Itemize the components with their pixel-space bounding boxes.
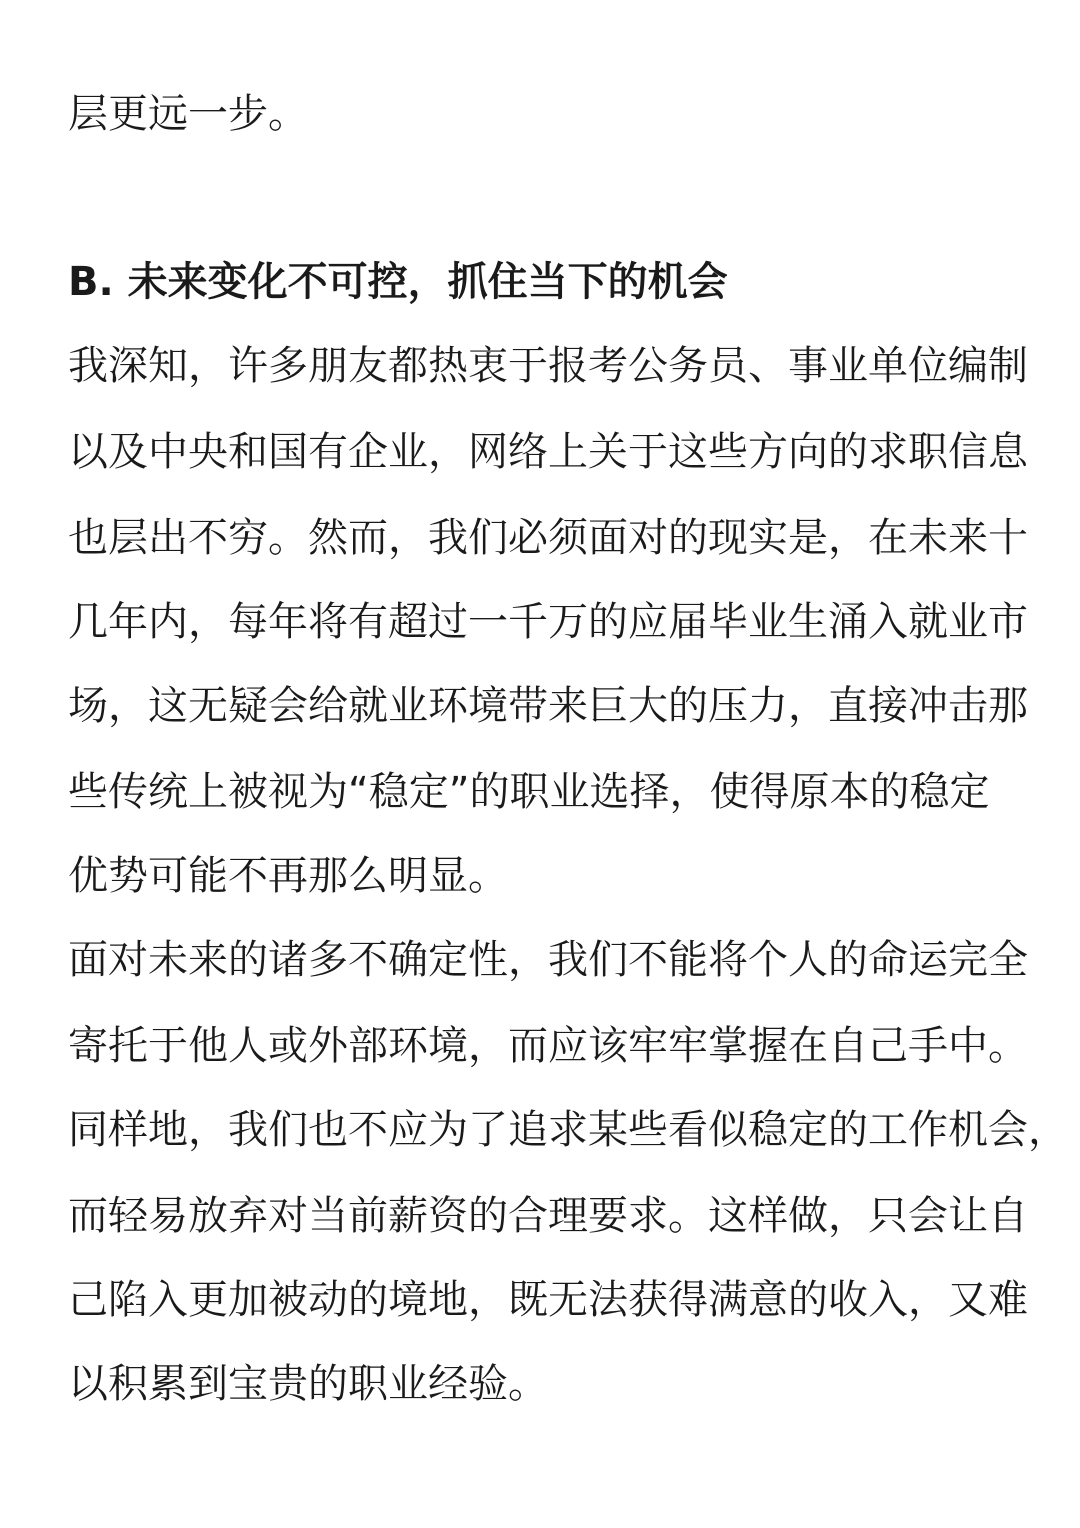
- intro-tail-text: 层更远一步。: [68, 91, 308, 137]
- paragraph-line: 些传统上被视为“稳定”的职业选择，使得原本的稳定: [68, 769, 990, 815]
- paragraph-line: 面对未来的诸多不确定性，我们不能将个人的命运完全: [68, 937, 1028, 983]
- section-b-heading: B. 未来变化不可控，抓住当下的机会: [68, 259, 728, 305]
- paragraph-line: 己陷入更加被动的境地，既无法获得满意的收入，又难: [68, 1277, 1028, 1323]
- paragraph-line: 以积累到宝贵的职业经验。: [68, 1361, 548, 1407]
- paragraph-line: 而轻易放弃对当前薪资的合理要求。这样做，只会让自: [68, 1193, 1028, 1239]
- paragraph-line: 几年内，每年将有超过一千万的应届毕业生涌入就业市: [68, 599, 1028, 645]
- paragraph-line: 也层出不穷。然而，我们必须面对的现实是，在未来十: [68, 515, 1028, 561]
- paragraph-line: 同样地，我们也不应为了追求某些看似稳定的工作机会，: [68, 1107, 1068, 1153]
- paragraph-line: 优势可能不再那么明显。: [68, 853, 508, 899]
- paragraph-line: 以及中央和国有企业，网络上关于这些方向的求职信息: [68, 429, 1028, 475]
- paragraph-line: 我深知，许多朋友都热衷于报考公务员、事业单位编制: [68, 343, 1028, 389]
- paragraph-line: 场，这无疑会给就业环境带来巨大的压力，直接冲击那: [68, 683, 1028, 729]
- paragraph-line: 寄托于他人或外部环境，而应该牢牢掌握在自己手中。: [68, 1023, 1028, 1069]
